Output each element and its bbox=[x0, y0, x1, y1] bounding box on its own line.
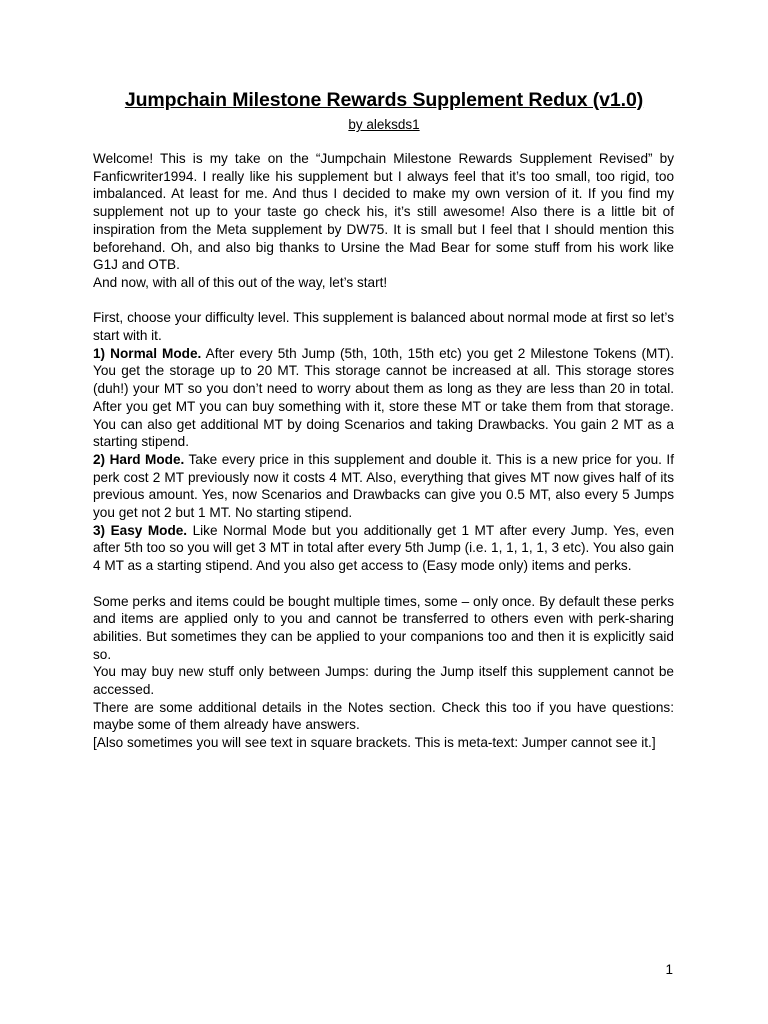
rules-paragraph-meta-text: [Also sometimes you will see text in square brackets. This is meta-text: Jumper cannot see it.] bbox=[93, 735, 656, 751]
mode-hard-text: Take every price in this supplement and double it. This is a new price for you. If perk cost 2 MT previously now it costs 4 MT. Also, everything that gives MT now gives half of its previous amount. Yes, now Scenarios and Drawbacks can give you 0.5 MT, also every 5 Jumps you get not 2 but 1 MT. No starting stipend. bbox=[93, 451, 674, 521]
page-number: 1 bbox=[665, 962, 673, 977]
mode-easy-label: 3) Easy Mode. bbox=[93, 522, 188, 538]
paragraph-gap bbox=[93, 575, 674, 593]
rules-paragraph-perks: Some perks and items could be bought multiple times, some – only once. By default these perks and items are applied only to you and cannot be transferred to others even with perk-sharing abilities. But sometimes they can be applied to your companions too and then it is explicitly said so. bbox=[93, 593, 674, 662]
rules-paragraph-timing: You may buy new stuff only between Jumps: during the Jump itself this supplement cannot be accessed. bbox=[93, 664, 674, 698]
document-author: by aleksds1 bbox=[348, 117, 420, 132]
rules-paragraph-notes: There are some additional details in the Notes section. Check this too if you have questions: maybe some of them already have answers. bbox=[93, 699, 674, 733]
mode-normal bbox=[93, 345, 674, 451]
intro-closing-line: And now, with all of this out of the way, let’s start! bbox=[93, 274, 388, 290]
mode-hard bbox=[93, 451, 674, 522]
mode-easy-text: Like Normal Mode but you additionally get 1 MT after every Jump. Yes, even after 5th too so you will get 3 MT in total after every 5th Jump (i.e. 1, 1, 1, 1, 3 etc). You also gain 4 MT as a starting stipend. And you also get access to (Easy mode only) items and perks. bbox=[93, 522, 675, 574]
difficulty-intro: First, choose your difficulty level. This supplement is balanced about normal mode at first so let’s start with it. bbox=[93, 310, 674, 344]
document-title: Jumpchain Milestone Rewards Supplement Redux (v1.0) bbox=[124, 89, 644, 111]
document-body bbox=[93, 150, 674, 752]
mode-hard-label: 2) Hard Mode. bbox=[93, 451, 185, 467]
mode-normal-label: 1) Normal Mode. bbox=[93, 345, 202, 361]
mode-normal-text: After every 5th Jump (5th, 10th, 15th etc) you get 2 Milestone Tokens (MT). You get the storage up to 20 MT. This storage cannot be increased at all. This storage stores (duh!) your MT so you don’t need to worry about them as long as they are less than 20 in total. After you get MT you can buy something with it, store these MT or take them from that storage. You can also get additional MT by doing Scenarios and taking Drawbacks. You gain 2 MT as a starting stipend. bbox=[93, 345, 674, 450]
paragraph-gap bbox=[93, 292, 674, 310]
mode-easy bbox=[93, 522, 674, 575]
intro-paragraph: Welcome! This is my take on the “Jumpchain Milestone Rewards Supplement Revised” by Fanficwriter1994. I really like his supplement but I always feel that it’s too small, too rigid, too imbalanced. At least for me. And thus I decided to make my own version of it. If you find my supplement not up to your taste go check his, it’s still awesome! Also there is a little bit of inspiration from the Meta supplement by DW75. It is small but I feel that I should mention this beforehand. Oh, and also big thanks to Ursine the Mad Bear for some stuff from his work like G1J and OTB. bbox=[93, 151, 674, 273]
